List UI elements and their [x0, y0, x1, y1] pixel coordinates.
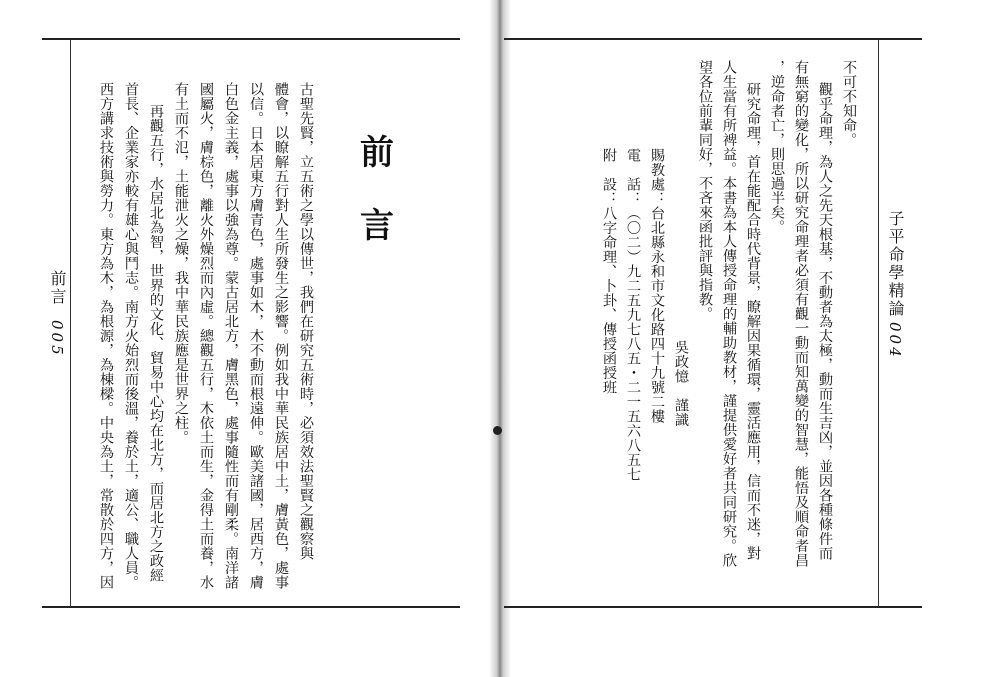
contact-address: 賜教處：台北縣永和市文化路四十九號二樓	[649, 148, 665, 424]
right-text-column: 觀乎命理，為人之先天根基，不動者為太極，動而生吉凶，並因各種條件而	[817, 82, 833, 561]
right-top-rule	[504, 38, 922, 40]
right-text-column: 人生當有所裨益。本書為本人傳授命理的輔助教材，謹提供愛好者共同研究。欣	[721, 60, 737, 568]
left-text-column: 國屬火，膚棕色，離火外燥烈而內虛。總觀五行，木依土而生，金得土而養，水	[198, 82, 214, 590]
right-text-column: 研究命理，首在能配合時代背景，瞭解因果循環，靈活應用，信而不迷，對	[745, 82, 761, 561]
left-text-column: 首長、企業家亦較有雄心與鬥志。南方火始烈而後溫，養於土，適公、職人員。	[123, 82, 139, 590]
right-text-column: 望各位前輩同好，不吝來函批評與指教。	[697, 60, 713, 321]
signature-line: 吳政憶 謹識	[673, 340, 689, 427]
ink-speck	[493, 426, 502, 435]
right-sidebar-title: 子平命學精論	[886, 210, 905, 318]
heading-char-1: 前	[360, 133, 394, 173]
right-text-column: 有無窮的變化，所以研究命理者必須有觀一動而知萬變的智慧，能悟及順命者昌	[793, 60, 809, 568]
left-text-column: 白色金主義，處事以強為尊。蒙古居北方，膚黑色，處事隨性而有剛柔。南洋諸	[223, 82, 239, 590]
contact-services: 附 設：八字命理、卜卦、傳授函授班	[601, 148, 617, 395]
left-text-column: 以信。日本居東方膚青色，處事如木，木不動而根遠伸。歐美諸國，居西方，膚	[248, 82, 264, 590]
left-text-column: 西方講求技術與勞力。東方為木，為根源，為棟樑。中央為土，常散於四方，因	[98, 82, 114, 590]
right-bottom-rule	[504, 606, 922, 608]
right-text-column: ，逆命者亡，則思過半矣。	[769, 60, 785, 234]
contact-phone: 電 話：（〇二）九二五九七八五・二一五六八五七	[625, 148, 641, 482]
left-sidebar-title: 前言	[48, 270, 67, 306]
heading-char-2: 言	[360, 206, 394, 246]
left-text-column: 有土而不氾，土能泄火之燥，我中華民族應是世界之柱。	[173, 82, 189, 445]
left-top-rule	[42, 38, 460, 40]
left-text-column: 古聖先賢，立五術之學以傳世，我們在研究五術時，必須效法聖賢之觀察與	[298, 82, 314, 561]
right-sidebar-rule	[878, 40, 879, 606]
left-text-column: 體會，以瞭解五行對人生所發生之影響。例如我中華民族居中土，膚黃色，處事	[273, 82, 289, 590]
left-sidebar-rule	[70, 40, 71, 606]
book-gutter	[489, 0, 511, 677]
left-page-number: 005	[48, 320, 66, 358]
right-text-column: 不可不知命。	[841, 60, 857, 147]
right-page-number: 004	[886, 322, 904, 360]
left-text-column: 再觀五行，水居北為智，世界的文化、貿易中心均在北方，而居北方之政經	[148, 104, 164, 583]
left-bottom-rule	[42, 606, 460, 608]
